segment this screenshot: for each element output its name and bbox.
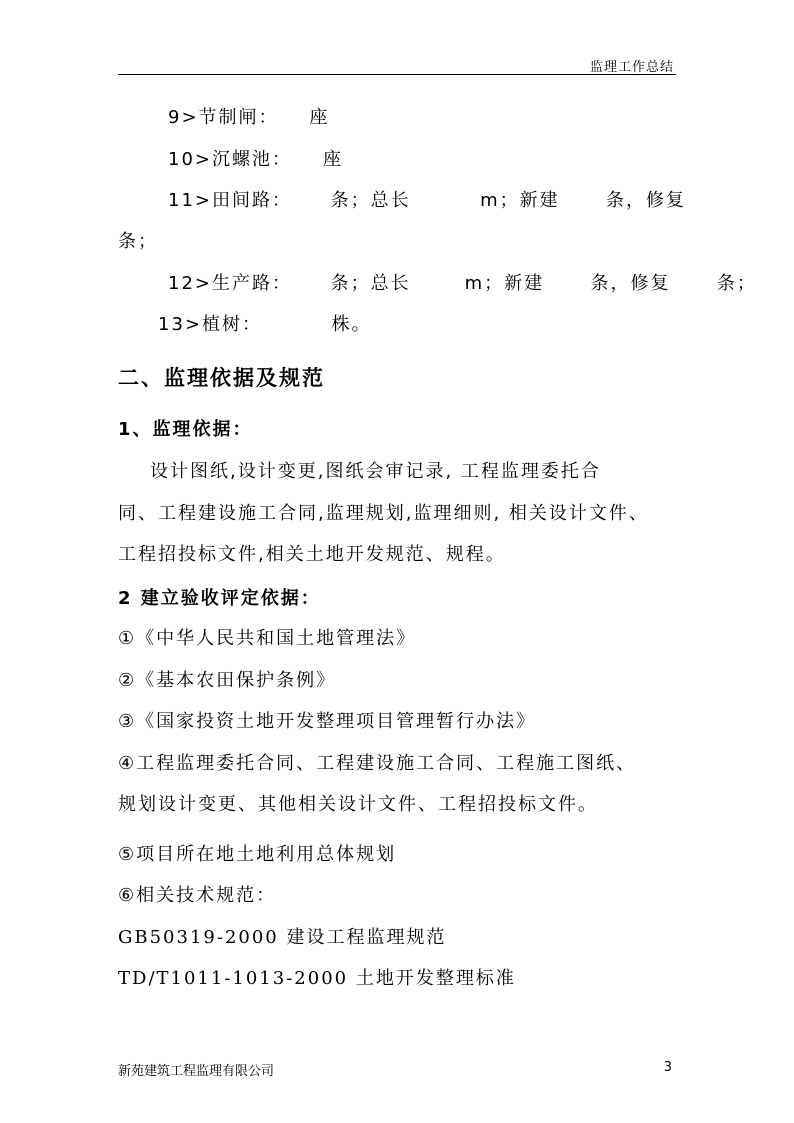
- basis-paragraph-line-3: 工程招投标文件,相关土地开发规范、规程。: [118, 544, 506, 565]
- reference-item-4-line-1: ④工程监理委托合同、工程建设施工合同、工程施工图纸、: [118, 753, 637, 774]
- reference-item-6: ⑥相关技术规范：: [118, 885, 277, 906]
- reference-item-2: ②《基本农田保护条例》: [118, 670, 337, 691]
- item-settling-tank: 10>沉螺池： 座: [168, 149, 343, 170]
- section-heading: 二、监理依据及规范: [118, 366, 325, 390]
- reference-item-4-line-2: 规划设计变更、其他相关设计文件、工程招投标文件。: [118, 794, 598, 815]
- reference-item-5: ⑤项目所在地土地利用总体规划: [118, 844, 397, 865]
- reference-item-1: ①《中华人民共和国土地管理法》: [118, 628, 417, 649]
- item-production-road: 12>生产路： 条；总长 m；新建 条，修复 条；: [168, 273, 757, 294]
- subsection-heading-acceptance: 2 建立验收评定依据：: [118, 588, 321, 609]
- standard-gb50319: GB50319-2000 建设工程监理规范: [118, 927, 447, 948]
- item-tree-planting: 13>植树： 株。: [158, 314, 372, 335]
- header-rule: [118, 74, 676, 75]
- basis-paragraph-line-2: 同、工程建设施工合同,监理规划,监理细则, 相关设计文件、: [118, 503, 649, 524]
- subsection-heading-basis: 1、监理依据：: [118, 419, 253, 440]
- page-number: 3: [663, 1060, 672, 1075]
- header-title: 监理工作总结: [589, 60, 674, 75]
- footer-company: 新苑建筑工程监理有限公司: [118, 1064, 275, 1079]
- item-field-road-cont: 条；: [118, 231, 158, 252]
- reference-item-3: ③《国家投资土地开发整理项目管理暂行办法》: [118, 711, 537, 732]
- item-sluice-gate: 9>节制闸： 座: [168, 107, 330, 128]
- standard-td-t1011: TD/T1011-1013-2000 土地开发整理标准: [118, 968, 516, 989]
- item-field-road: 11>田间路： 条；总长 m；新建 条，修复: [168, 190, 686, 211]
- basis-paragraph-line-1: 设计图纸,设计变更,图纸会审记录, 工程监理委托合: [150, 461, 601, 482]
